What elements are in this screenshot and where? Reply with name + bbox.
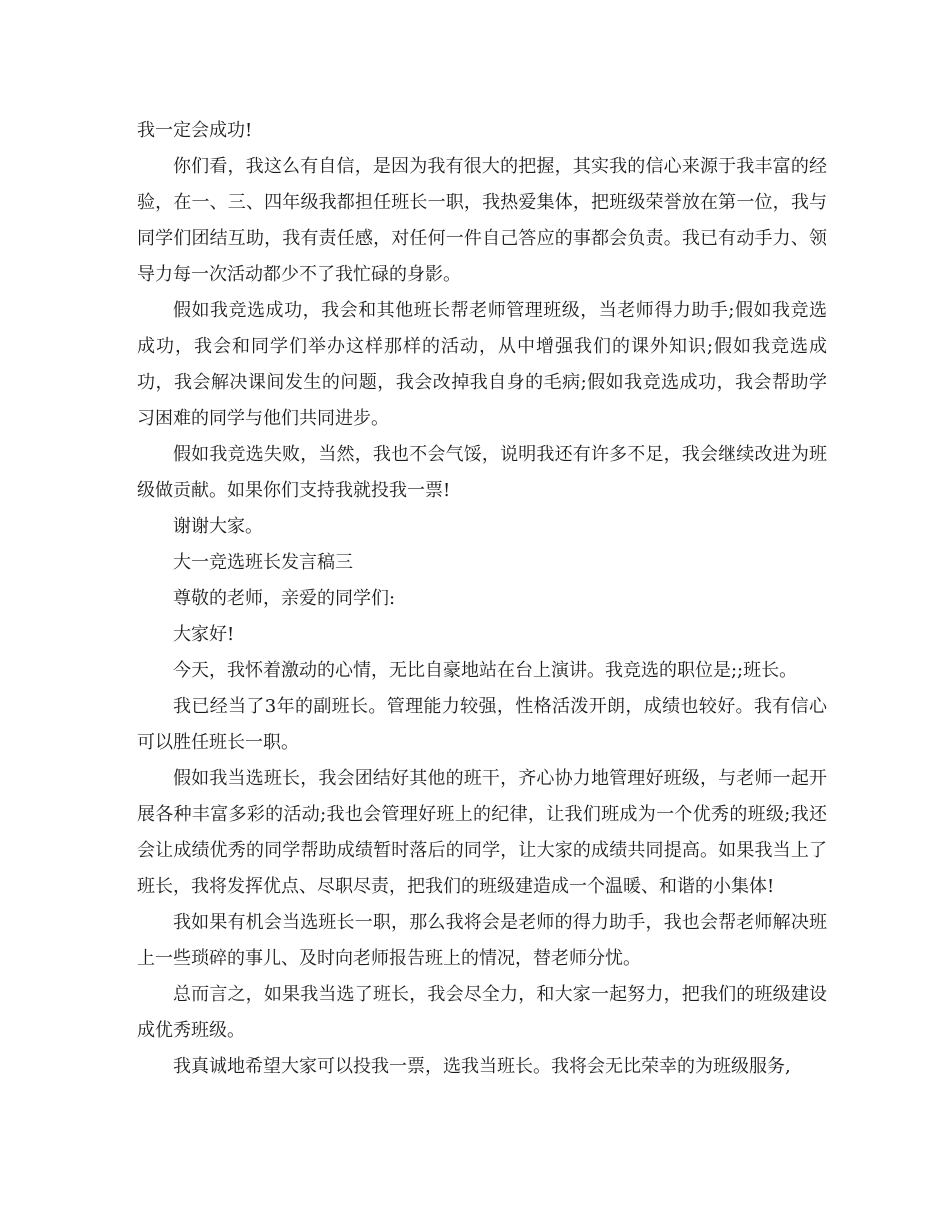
salutation: 尊敬的老师，亲爱的同学们: (173, 588, 396, 609)
paragraph: 我已经当了3年的副班长。管理能力较强，性格活泼开朗，成绩也较好。我有信心可以胜任班长一职。 (137, 696, 827, 753)
paragraph: 我真诚地希望大家可以投我一票，选我当班长。我将会无比荣幸的为班级服务, (173, 1056, 791, 1077)
paragraph: 我一定会成功! (137, 120, 253, 141)
paragraph: 总而言之，如果我当选了班长，我会尽全力，和大家一起努力，把我们的班级建设成优秀班级。 (137, 984, 827, 1041)
paragraph: 假如我竞选失败，当然，我也不会气馁，说明我还有许多不足，我会继续改进为班级做贡献。如果你们支持我就投我一票! (137, 444, 827, 501)
paragraph: 假如我当选班长，我会团结好其他的班干，齐心协力地管理好班级，与老师一起开展各种丰富多彩的活动;我也会管理好班上的纪律，让我们班成为一个优秀的班级;我还会让成绩优秀的同学帮助成绩暂时落后的同学，让大家的成绩共同提高。如果我当上了班长，我将发挥优点、尽职尽责，把我们的班级建造成一个温暖、和谐的小集体! (137, 768, 827, 897)
greeting: 大家好! (173, 624, 235, 645)
document-body (137, 113, 827, 1085)
paragraph: 谢谢大家。 (173, 516, 263, 537)
paragraph: 假如我竞选成功，我会和其他班长帮老师管理班级，当老师得力助手;假如我竞选成功，我会和同学们举办这样那样的活动，从中增强我们的课外知识;假如我竞选成功，我会解决课间发生的问题，我会改掉我自身的毛病;假如我竞选成功，我会帮助学习困难的同学与他们共同进步。 (137, 300, 827, 429)
section-heading: 大一竞选班长发言稿三 (173, 552, 353, 573)
paragraph: 今天，我怀着激动的心情，无比自豪地站在台上演讲。我竞选的职位是;;班长。 (173, 660, 798, 681)
paragraph: 你们看，我这么有自信，是因为我有很大的把握，其实我的信心来源于我丰富的经验，在一、三、四年级我都担任班长一职，我热爱集体，把班级荣誉放在第一位，我与同学们团结互助，我有责任感，对任何一件自己答应的事都会负责。我已有动手力、领导力每一次活动都少不了我忙碌的身影。 (137, 156, 827, 285)
paragraph: 我如果有机会当选班长一职，那么我将会是老师的得力助手，我也会帮老师解决班上一些琐碎的事儿、及时向老师报告班上的情况，替老师分忧。 (137, 912, 827, 969)
